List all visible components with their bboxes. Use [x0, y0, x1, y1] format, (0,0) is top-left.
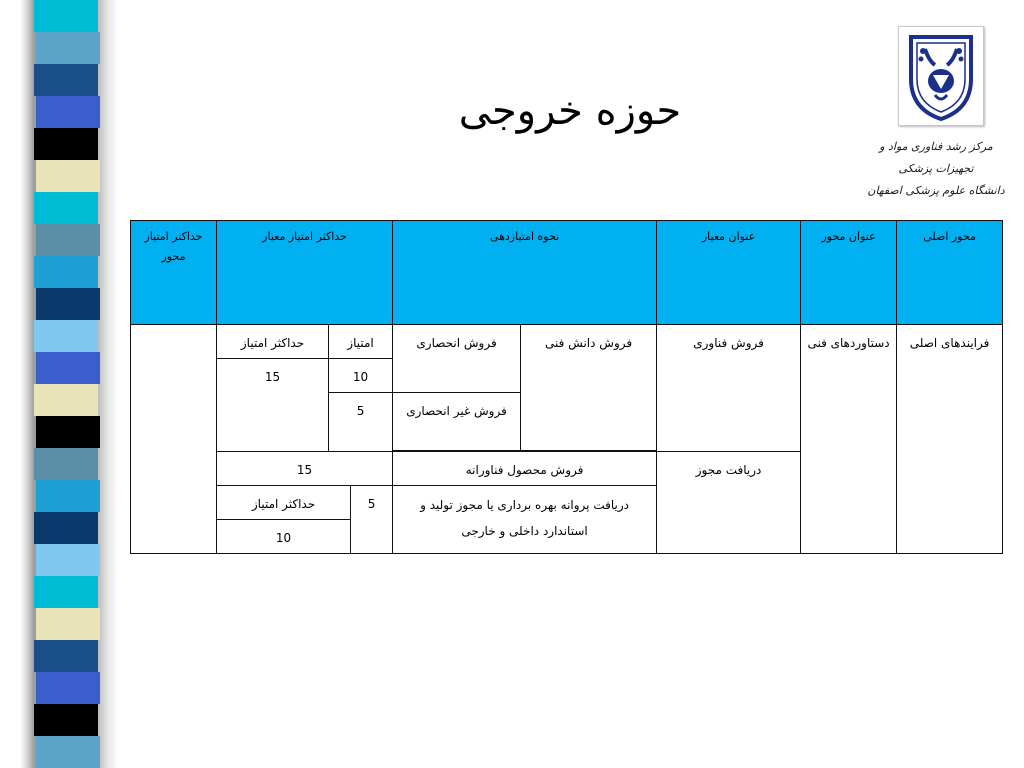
cell-criterion-license: دریافت مجوز: [657, 452, 801, 554]
strip-segment: [36, 672, 100, 704]
table-header-row: [131, 221, 1003, 325]
cell-license-score: 5: [351, 486, 393, 554]
strip-segment: [36, 480, 100, 512]
cell-license-max-score: 10: [217, 520, 351, 554]
strip-segment: [34, 576, 98, 608]
strip-segment: [34, 320, 98, 352]
cell-non-exclusive-sale: فروش غیر انحصاری: [393, 393, 521, 451]
strip-segment: [36, 96, 100, 128]
header-main-axis: محور اصلی: [897, 221, 1003, 325]
cell-product-sale: فروش محصول فناورانه: [393, 452, 657, 486]
logo-caption-line1: مرکز رشد فناوری مواد و تجهیزات پزشکی: [879, 140, 993, 175]
cell-max-axis-empty: [131, 325, 217, 554]
header-scoring-method: نحوه امتیازدهی: [393, 221, 657, 325]
strip-segment: [34, 704, 98, 736]
table-row: [131, 325, 1003, 359]
header-max-criterion-score: حداکثر امتیاز معیار: [217, 221, 393, 325]
logo-caption-line2: دانشگاه علوم پزشکی اصفهان: [867, 184, 1005, 197]
strip-segment: [36, 224, 100, 256]
strip-segment: [36, 544, 100, 576]
strip-segment: [34, 512, 98, 544]
cell-max-score-tech: 15: [217, 359, 329, 452]
header-max-axis-score: حداکثر امتیاز محور: [131, 221, 217, 325]
strip-segment: [36, 352, 100, 384]
strip-segment: [34, 640, 98, 672]
strip-segment: [34, 0, 98, 32]
strip-segment: [34, 256, 98, 288]
cell-score-exclusive: 10: [329, 359, 393, 393]
cell-tech-knowledge-sale: فروش دانش فنی: [521, 325, 657, 451]
header-criterion-title: عنوان معیار: [657, 221, 801, 325]
strip-segment: [36, 288, 100, 320]
strip-segment: [36, 736, 100, 768]
cell-score-label: امتیاز: [329, 325, 393, 359]
cell-score-non-exclusive: 5: [329, 393, 393, 452]
strip-segment: [34, 64, 98, 96]
cell-axis: دستاوردهای فنی: [801, 325, 897, 554]
strip-segment: [36, 160, 100, 192]
evaluation-table: [130, 220, 1003, 554]
header-axis-title: عنوان محور: [801, 221, 897, 325]
cell-main-axis: فرایندهای اصلی: [897, 325, 1003, 554]
strip-segment: [34, 192, 98, 224]
strip-segment: [34, 128, 98, 160]
university-logo: [898, 26, 984, 126]
cell-max-score-label: حداکثر امتیاز: [217, 325, 329, 359]
strip-segment: [34, 448, 98, 480]
cell-product-sale-score: 15: [217, 452, 393, 486]
cell-criterion-tech-sale: فروش فناوری: [657, 325, 801, 452]
cell-license-max-label: حداکثر امتیاز: [217, 486, 351, 520]
logo-emblem-icon: [899, 27, 983, 125]
strip-segment: [36, 416, 100, 448]
strip-segment: [34, 384, 98, 416]
logo-caption: [866, 136, 1006, 202]
decorative-left-strip: [36, 0, 100, 768]
cell-exclusive-sale: فروش انحصاری: [393, 325, 521, 393]
strip-segment: [36, 608, 100, 640]
cell-license: دریافت پروانه بهره برداری یا مجوز تولید و استاندارد داخلی و خارجی: [393, 486, 657, 554]
strip-segment: [36, 32, 100, 64]
page-title: حوزه خروجی: [458, 88, 682, 134]
